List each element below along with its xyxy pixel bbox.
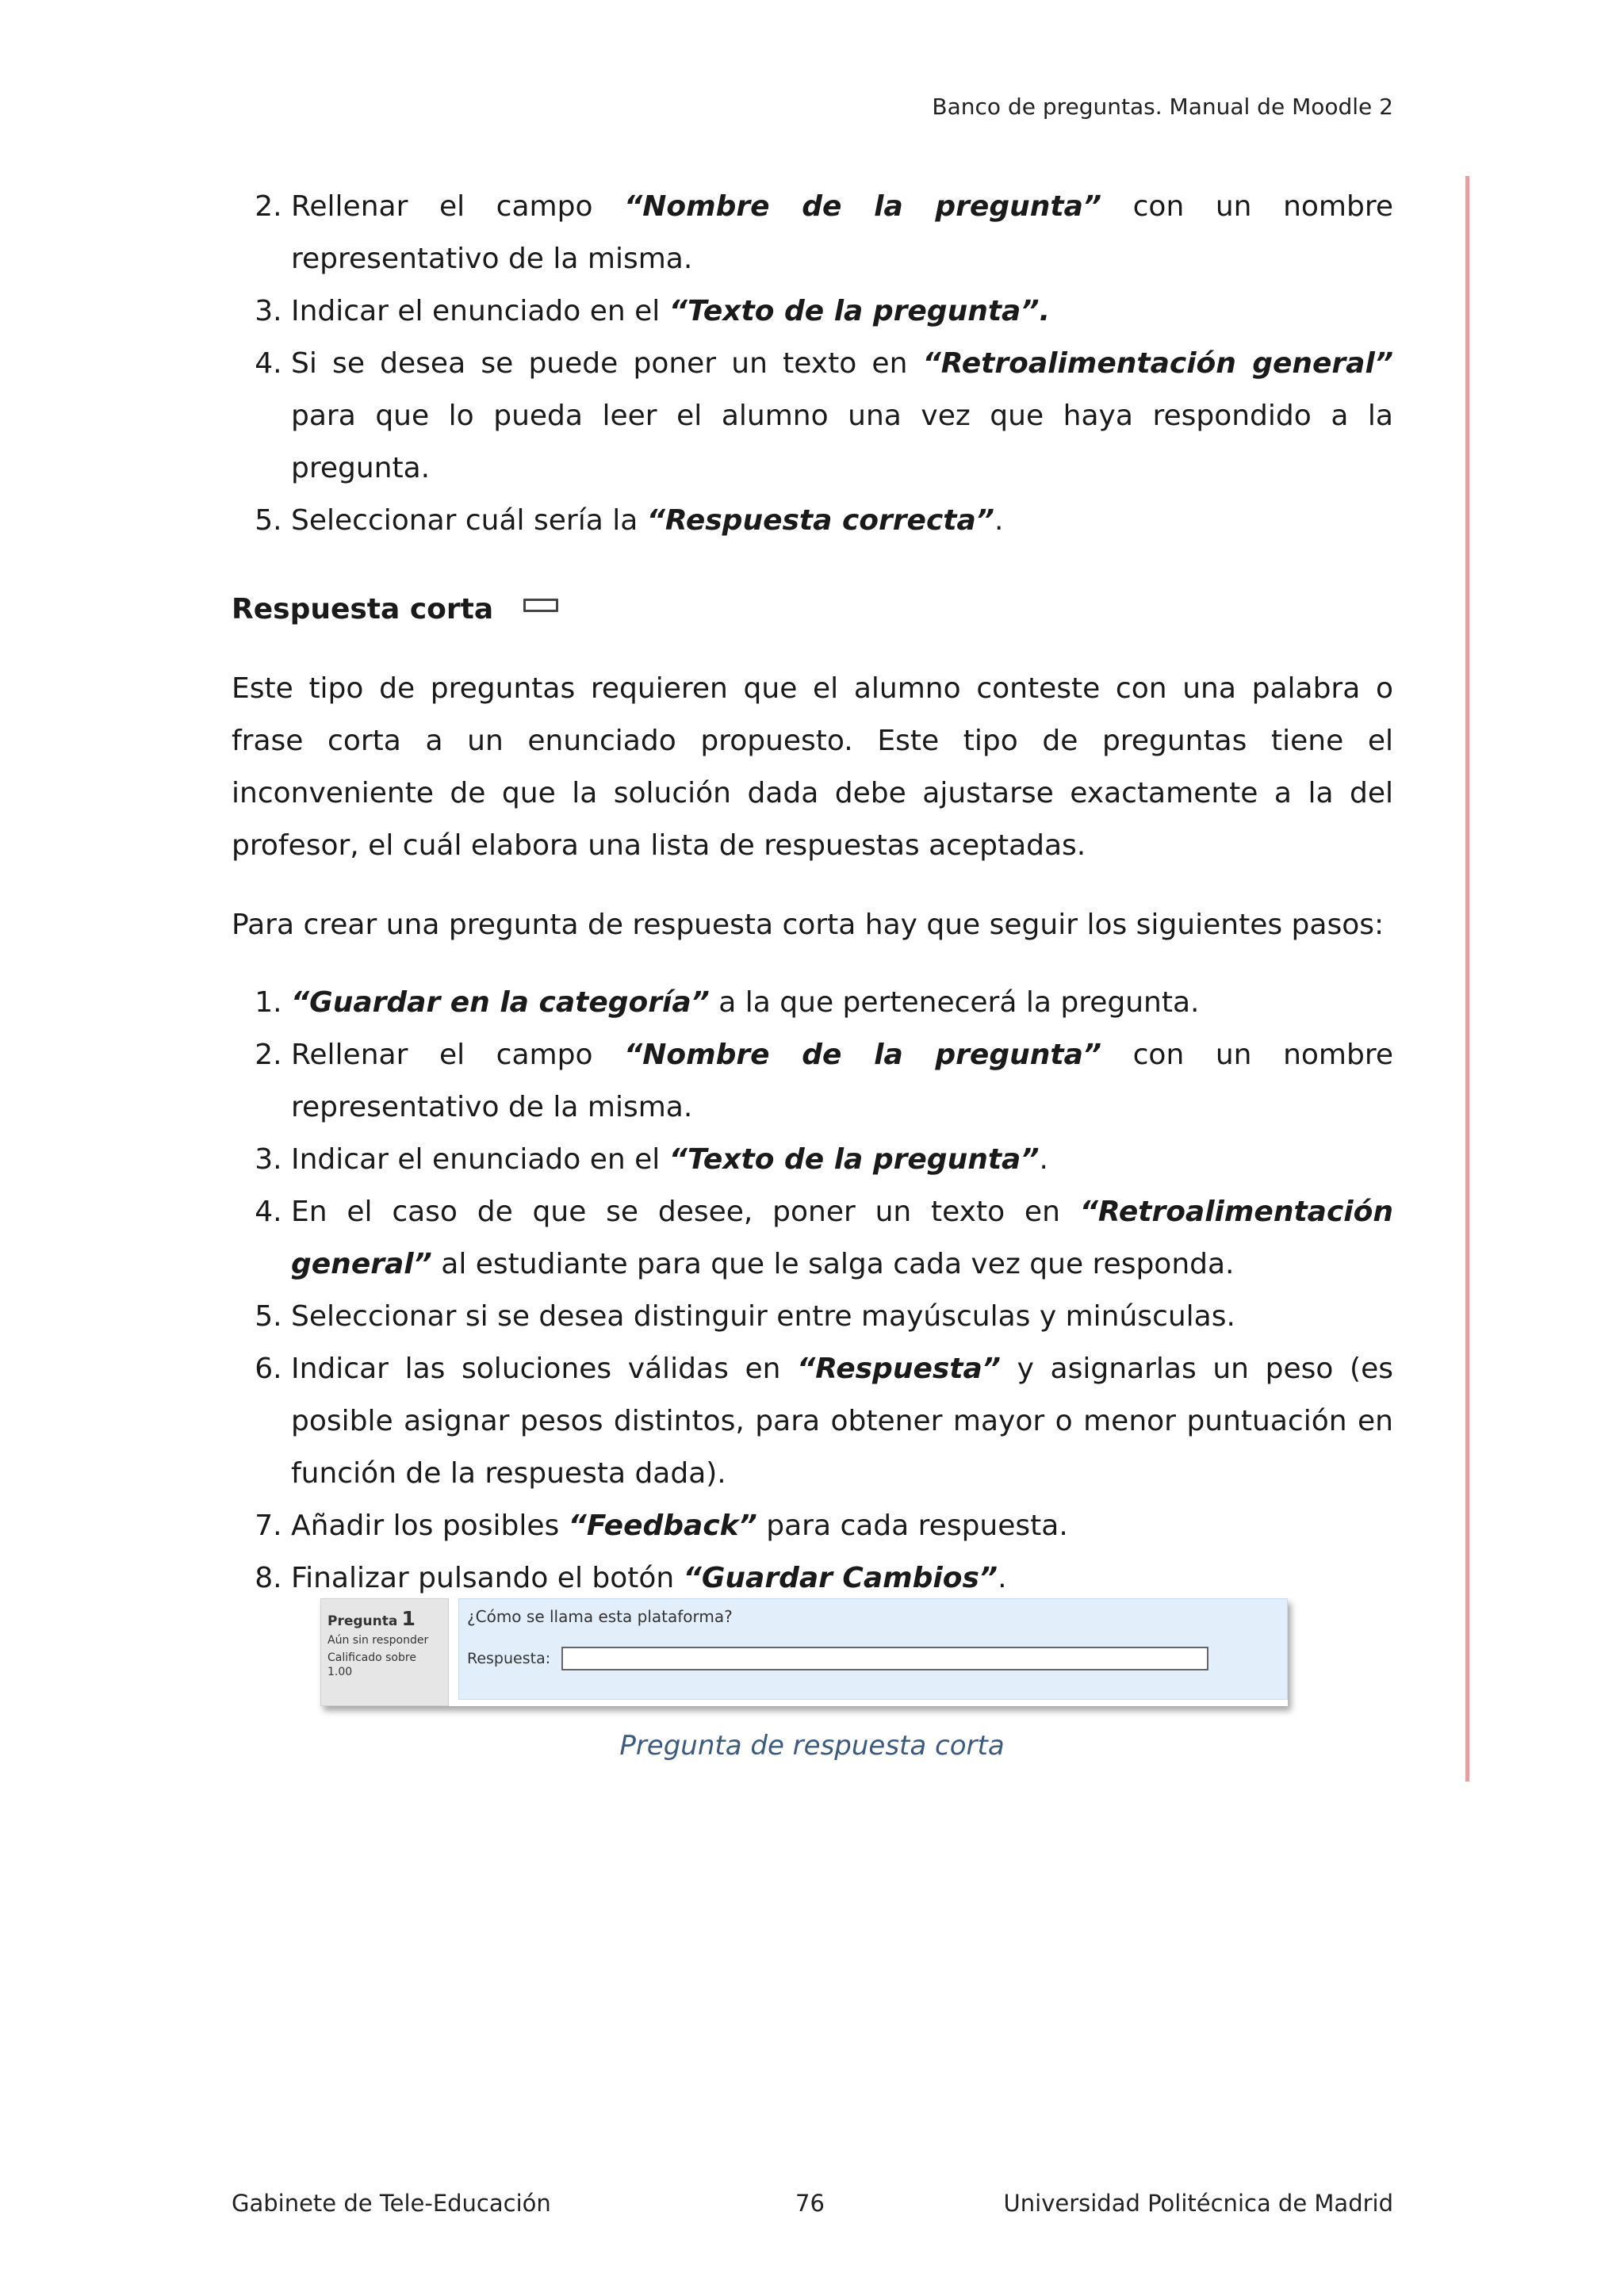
question-label: Pregunta: [327, 1613, 398, 1629]
page-number: 76: [795, 2190, 825, 2217]
list-item: 4. En el caso de que se desee, poner un texto en “Retroalimentación general” al estudiante para que le salga cada vez que responda.: [291, 1186, 1393, 1291]
list-item: 3. Indicar el enunciado en el “Texto de la pregunta”.: [291, 285, 1393, 338]
question-status: Aún sin responder: [327, 1634, 429, 1647]
list-item: 2. Rellenar el campo “Nombre de la pregunta” con un nombre representativo de la misma.: [291, 181, 1393, 285]
page-content: [232, 181, 1393, 1605]
answer-row: [467, 1647, 1279, 1670]
list-item: 2. Rellenar el campo “Nombre de la pregunta” con un nombre representativo de la misma.: [291, 1029, 1393, 1134]
question-info-panel: [320, 1598, 449, 1706]
list-item: 8. Finalizar pulsando el botón “Guardar Cambios”.: [291, 1552, 1393, 1605]
paragraph-description: Este tipo de preguntas requieren que el alumno conteste con una palabra o frase corta a un enunciado propuesto. Este tipo de preguntas tiene el inconveniente de que la solución dada debe ajustarse exactamente a la del profesor, el cuál elabora una lista de respuestas aceptadas.: [232, 672, 1393, 862]
list-item: 3. Indicar el enunciado en el “Texto de la pregunta”.: [291, 1134, 1393, 1186]
section-title: Respuesta corta: [232, 593, 494, 626]
list-item: 5. Seleccionar si se desea distinguir entre mayúsculas y minúsculas.: [291, 1291, 1393, 1343]
list-item: 4. Si se desea se puede poner un texto en “Retroalimentación general” para que lo pueda leer el alumno una vez que haya respondido a la pregunta.: [291, 338, 1393, 495]
footer-left: Gabinete de Tele-Educación: [232, 2190, 551, 2217]
steps-list-previous: [232, 181, 1393, 547]
question-text: ¿Cómo se llama esta plataforma?: [467, 1607, 733, 1626]
page-header: Banco de preguntas. Manual de Moodle 2: [932, 94, 1393, 120]
list-item: 1. “Guardar en la categoría” a la que pertenecerá la pregunta.: [291, 977, 1393, 1029]
footer-right: Universidad Politécnica de Madrid: [1003, 2190, 1393, 2217]
question-number: 1: [401, 1607, 416, 1630]
figure-caption: Pregunta de respuesta corta: [619, 1730, 1005, 1762]
answer-input[interactable]: [561, 1647, 1208, 1670]
list-item: 7. Añadir los posibles “Feedback” para cada respuesta.: [291, 1500, 1393, 1552]
paragraph-intro: Para crear una pregunta de respuesta corta hay que seguir los siguientes pasos:: [232, 909, 1385, 941]
textbox-icon: [523, 599, 558, 612]
list-item: 5. Seleccionar cuál sería la “Respuesta correcta”.: [291, 495, 1393, 547]
steps-list: [232, 977, 1393, 1605]
question-content-panel: [458, 1598, 1288, 1700]
section-heading: [232, 584, 1393, 636]
margin-rule: [1465, 176, 1469, 1781]
answer-label: Respuesta:: [467, 1650, 551, 1667]
question-preview-figure: [320, 1598, 1288, 1706]
list-item: 6. Indicar las soluciones válidas en “Respuesta” y asignarlas un peso (es posible asignar pesos distintos, para obtener mayor o menor puntuación en función de la respuesta dada).: [291, 1343, 1393, 1500]
question-grade: Calificado sobre 1.00: [327, 1651, 416, 1678]
